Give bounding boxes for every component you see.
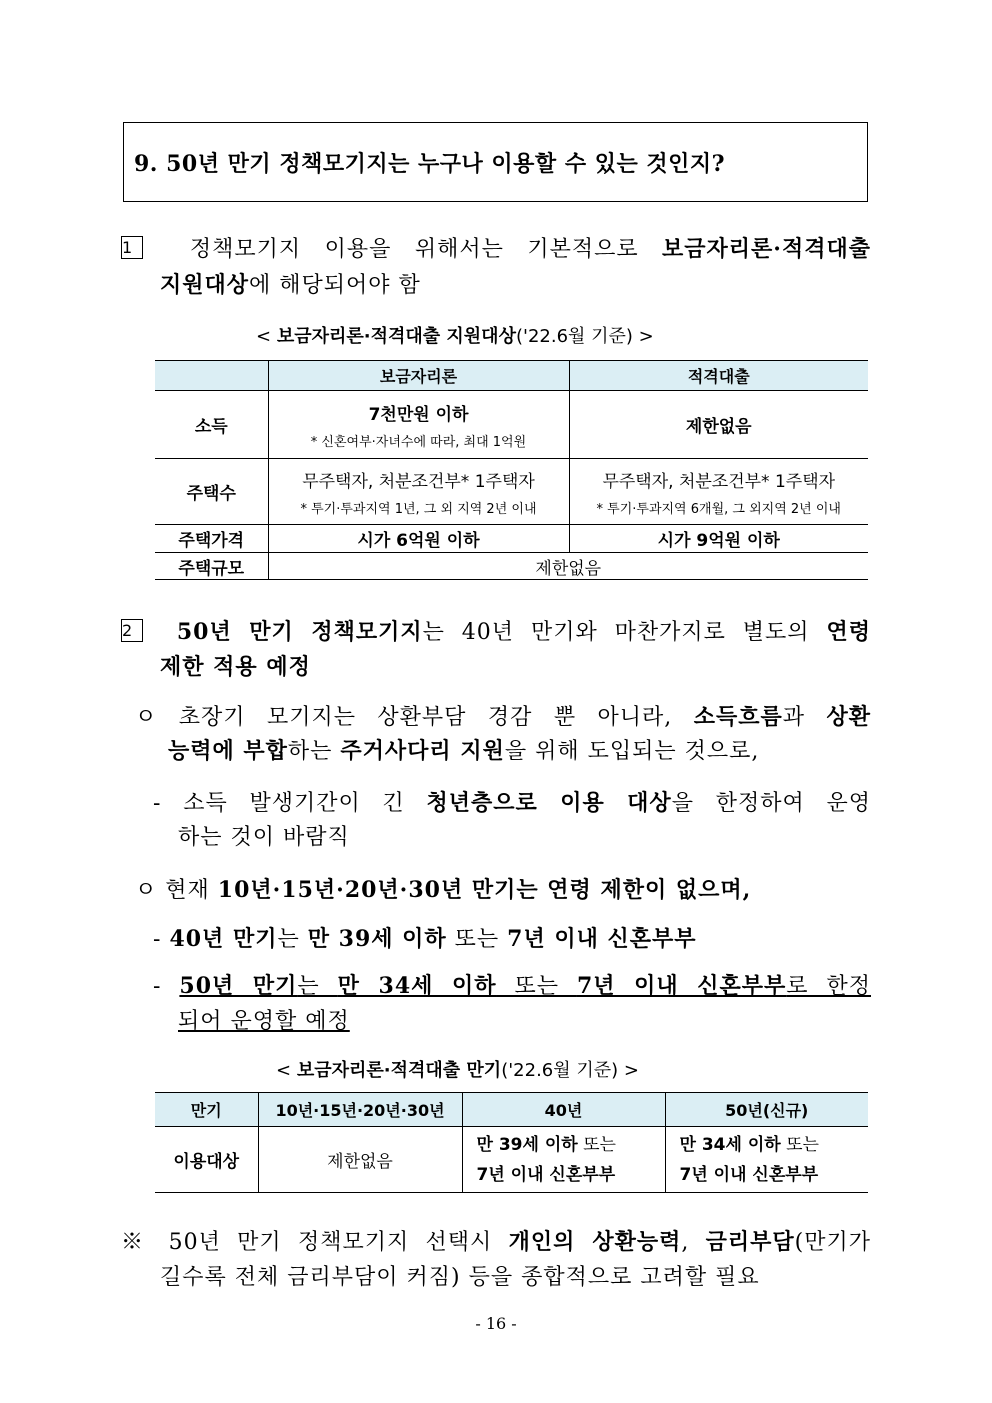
section1-line1: 1 정책모기지 이용을 위해서는 기본적으로 보금자리론·적격대출 (122, 236, 871, 262)
col-header-jeokgyeok: 적격대출 (569, 361, 868, 391)
cell-50-year: 만 34세 이하 또는 7년 이내 신혼부부 (665, 1127, 868, 1193)
table-row (155, 391, 868, 459)
cell-no-limit: 제한없음 (258, 1127, 462, 1193)
bullet-marker: ㅇ (135, 878, 158, 903)
dash3-line1: - 50년 만기는 만 34세 이하 또는 7년 이내 신혼부부로 한정 (153, 973, 871, 999)
dash2-line: - 40년 만기는 만 39세 이하 또는 7년 이내 신혼부부 (153, 926, 697, 952)
note-line1: ※ 50년 만기 정책모기지 선택시 개인의 상환능력, 금리부담(만기가 (121, 1229, 871, 1255)
table1-caption: < 보금자리론·적격대출 지원대상('22.6월 기준) > (256, 326, 654, 347)
question-title: 9. 50년 만기 정책모기지는 누구나 이용할 수 있는 것인지? (134, 151, 726, 177)
section2-line1: 2 50년 만기 정책모기지는 40년 만기와 마찬가지로 별도의 연령 (122, 619, 871, 645)
dash1-line1: - 소득 발생기간이 긴 청년층으로 이용 대상을 한정하여 운영 (153, 790, 871, 816)
table-row (155, 459, 868, 525)
eligibility-table (155, 360, 868, 580)
row-label-size: 주택규모 (155, 553, 268, 580)
col-header-50: 50년(신규) (665, 1093, 868, 1127)
dash-marker: - (153, 791, 162, 816)
dash3-line2: 되어 운영할 예정 (178, 1009, 350, 1034)
dash-marker: - (153, 974, 162, 999)
note-line2: 길수록 전체 금리부담이 커짐) 등을 종합적으로 고려할 필요 (160, 1265, 760, 1290)
col-header-40: 40년 (462, 1093, 665, 1127)
reference-mark-icon: ※ (121, 1230, 153, 1255)
maturity-table (155, 1092, 868, 1193)
price-jeokgyeok-cell: 시가 9억원 이하 (569, 525, 868, 553)
bullet1-line2: 능력에 부합하는 주거사다리 지원을 위해 도입되는 것으로, (168, 738, 760, 764)
dash1-line2: 하는 것이 바람직 (178, 825, 350, 850)
section-number-box: 2 (121, 619, 143, 642)
bullet2-line: ㅇ 현재 10년·15년·20년·30년 만기는 연령 제한이 없으며, (135, 877, 752, 903)
houses-bogeumjari-cell: 무주택자, 처분조건부* 1주택자 * 투기·투과지역 1년, 그 외 지역 2년 이내 (268, 459, 569, 525)
size-cell: 제한없음 (268, 553, 868, 580)
cell-40-year: 만 39세 이하 또는 7년 이내 신혼부부 (462, 1127, 665, 1193)
table2-caption: < 보금자리론·적격대출 만기('22.6월 기준) > (276, 1060, 639, 1081)
section1-line2: 지원대상에 해당되어야 함 (160, 272, 421, 298)
table-header-row (155, 361, 868, 391)
table-header-row (155, 1093, 868, 1127)
section-number-box: 1 (121, 236, 143, 259)
row-label-price: 주택가격 (155, 525, 268, 553)
income-bogeumjari-cell: 7천만원 이하 * 신혼여부·자녀수에 따라, 최대 1억원 (268, 391, 569, 459)
question-title-box (123, 122, 868, 202)
col-header-10-30: 10년·15년·20년·30년 (258, 1093, 462, 1127)
table-row (155, 553, 868, 580)
houses-jeokgyeok-cell: 무주택자, 처분조건부* 1주택자 * 투기·투과지역 6개월, 그 외지역 2년 이내 (569, 459, 868, 525)
bullet-marker: ㅇ (135, 705, 158, 730)
bullet1-line1: ㅇ 초장기 모기지는 상환부담 경감 뿐 아니라, 소득흐름과 상환 (135, 704, 871, 730)
section2-line2: 제한 적용 예정 (160, 654, 311, 680)
table-row (155, 525, 868, 553)
col-header-bogeumjari: 보금자리론 (268, 361, 569, 391)
row-label-houses: 주택수 (155, 459, 268, 525)
row-label-income: 소득 (155, 391, 268, 459)
price-bogeumjari-cell: 시가 6억원 이하 (268, 525, 569, 553)
income-jeokgyeok-cell: 제한없음 (569, 391, 868, 459)
page-number: - 16 - (475, 1314, 517, 1333)
table-row (155, 1127, 868, 1193)
col-header-maturity: 만기 (155, 1093, 258, 1127)
dash-marker: - (153, 927, 162, 952)
row-label-eligibility: 이용대상 (155, 1127, 258, 1193)
